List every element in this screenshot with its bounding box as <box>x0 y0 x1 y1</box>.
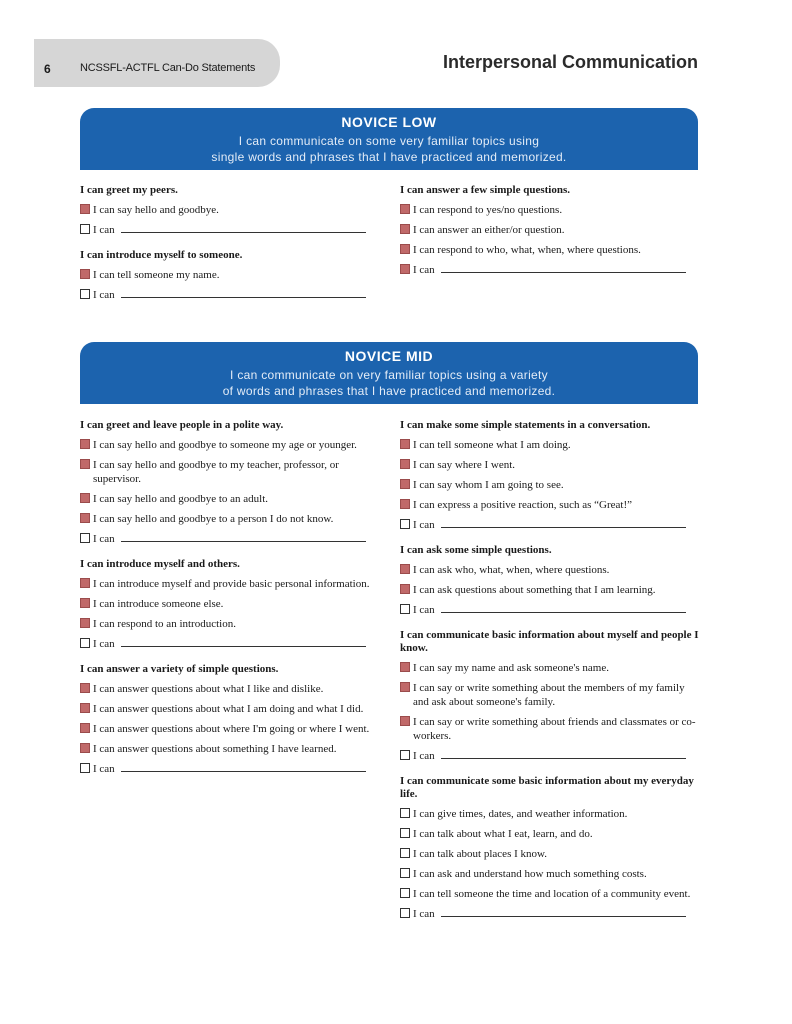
checklist-item <box>80 682 375 696</box>
checkbox[interactable] <box>400 662 410 672</box>
novice-mid-right-column <box>400 419 700 933</box>
checklist-group <box>80 184 375 237</box>
page-number: 6 <box>44 62 51 76</box>
checklist-item <box>400 223 700 237</box>
item-text: I can say hello and goodbye to someone my age or younger. <box>93 439 357 451</box>
checklist-item <box>400 203 700 217</box>
item-text: I can introduce myself and provide basic personal information. <box>93 578 370 590</box>
write-in-line[interactable] <box>121 223 366 233</box>
checklist-item <box>400 458 700 472</box>
item-text: I can answer questions about something I have learned. <box>93 743 337 755</box>
novice-low-left-column <box>80 184 375 314</box>
checklist-item <box>80 223 375 237</box>
checklist-item <box>400 867 700 881</box>
checklist-item <box>400 498 700 512</box>
item-text: I can tell someone the time and location of a community event. <box>413 888 691 900</box>
checklist-item <box>400 827 700 841</box>
novice-low-right-column <box>400 184 700 289</box>
checklist-item <box>80 742 375 756</box>
checkbox[interactable] <box>80 703 90 713</box>
group-heading: I can greet and leave people in a polite way. <box>80 419 284 431</box>
checklist-item <box>80 458 375 486</box>
novice-low-banner <box>80 108 698 170</box>
checkbox[interactable] <box>400 479 410 489</box>
write-in-line[interactable] <box>121 288 366 298</box>
checkbox[interactable] <box>80 513 90 523</box>
checkbox[interactable] <box>400 459 410 469</box>
item-text: I can <box>413 908 435 920</box>
item-text: I can <box>93 638 115 650</box>
checklist-item <box>80 577 375 591</box>
checklist-item <box>400 518 700 532</box>
checkbox[interactable] <box>80 683 90 693</box>
novice-low-title: NOVICE LOW <box>341 114 437 130</box>
item-text: I can ask questions about something that I am learning. <box>413 584 656 596</box>
group-heading: I can ask some simple questions. <box>400 544 552 556</box>
checklist-item <box>400 887 700 901</box>
group-heading: I can answer a variety of simple questions. <box>80 663 279 675</box>
checklist-item <box>400 807 700 821</box>
checkbox[interactable] <box>80 763 90 773</box>
item-text: I can talk about what I eat, learn, and do. <box>413 828 593 840</box>
checklist-item <box>400 263 700 277</box>
checklist-item <box>80 268 375 282</box>
item-text: I can say hello and goodbye to a person I do not know. <box>93 513 334 525</box>
novice-mid-banner <box>80 342 698 404</box>
checkbox[interactable] <box>80 289 90 299</box>
checklist-item <box>80 512 375 526</box>
checkbox[interactable] <box>80 459 90 469</box>
checkbox[interactable] <box>400 264 410 274</box>
item-text: I can ask and understand how much something costs. <box>413 868 647 880</box>
checkbox[interactable] <box>80 269 90 279</box>
checklist-item <box>80 438 375 452</box>
write-in-line[interactable] <box>121 762 366 772</box>
page-title: Interpersonal Communication <box>442 52 698 72</box>
write-in-line[interactable] <box>441 907 686 917</box>
item-text: I can <box>413 264 435 276</box>
item-text: I can <box>93 763 115 775</box>
item-text: I can <box>413 604 435 616</box>
item-text: I can <box>93 224 115 236</box>
write-in-line[interactable] <box>121 532 366 542</box>
item-text: I can say my name and ask someone's name. <box>413 662 609 674</box>
write-in-line[interactable] <box>121 637 366 647</box>
item-text: I can tell someone my name. <box>93 269 220 281</box>
checkbox[interactable] <box>80 204 90 214</box>
item-text: I can say where I went. <box>413 459 516 471</box>
checklist-item <box>80 762 375 776</box>
group-heading: I can greet my peers. <box>80 184 178 196</box>
checkbox[interactable] <box>80 743 90 753</box>
item-text: I can say hello and goodbye. <box>93 204 219 216</box>
item-text: I can respond to an introduction. <box>93 618 236 630</box>
write-in-line[interactable] <box>441 603 686 613</box>
checkbox[interactable] <box>400 848 410 858</box>
checkbox[interactable] <box>400 868 410 878</box>
checkbox[interactable] <box>80 723 90 733</box>
item-text: I can answer questions about what I am doing and what I did. <box>93 703 364 715</box>
checkbox[interactable] <box>400 564 410 574</box>
running-title: NCSSFL-ACTFL Can-Do Statements <box>80 62 256 74</box>
item-text: I can answer questions about what I like and dislike. <box>93 683 324 695</box>
checklist-item <box>80 722 375 736</box>
write-in-line[interactable] <box>441 518 686 528</box>
checkbox[interactable] <box>80 533 90 543</box>
checklist-group <box>80 558 375 651</box>
item-text: I can respond to yes/no questions. <box>413 204 563 216</box>
write-in-line[interactable] <box>441 749 686 759</box>
checklist-item <box>400 478 700 492</box>
checklist-group <box>400 544 700 617</box>
checkbox[interactable] <box>400 888 410 898</box>
novice-mid-subtitle-1: I can communicate on very familiar topics using a variety <box>230 368 548 382</box>
checkbox[interactable] <box>400 716 410 726</box>
checkbox[interactable] <box>400 908 410 918</box>
checkbox[interactable] <box>400 682 410 692</box>
checklist-group <box>400 775 700 921</box>
checklist-group <box>400 629 700 763</box>
item-text: I can <box>413 750 435 762</box>
checkbox[interactable] <box>400 828 410 838</box>
checklist-item <box>400 749 700 763</box>
checkbox[interactable] <box>400 499 410 509</box>
item-text: I can say whom I am going to see. <box>413 479 564 491</box>
checkbox[interactable] <box>80 638 90 648</box>
checkbox[interactable] <box>80 224 90 234</box>
novice-mid-title: NOVICE MID <box>344 348 434 364</box>
group-heading: I can communicate basic information about myself and people I know. <box>400 629 699 654</box>
group-heading: I can make some simple statements in a conversation. <box>400 419 651 431</box>
checklist-item <box>400 243 700 257</box>
item-text: I can introduce someone else. <box>93 598 224 610</box>
item-text: I can say or write something about the members of my family and ask about someone's family. <box>413 682 685 708</box>
checkbox[interactable] <box>400 244 410 254</box>
checklist-group <box>80 249 375 302</box>
checkbox[interactable] <box>400 750 410 760</box>
item-text: I can say hello and goodbye to an adult. <box>93 493 269 505</box>
novice-low-subtitle-2: single words and phrases that I have practiced and memorized. <box>211 150 567 164</box>
checkbox[interactable] <box>400 204 410 214</box>
group-heading: I can introduce myself to someone. <box>80 249 243 261</box>
checkbox[interactable] <box>400 584 410 594</box>
group-heading: I can communicate some basic information about my everyday life. <box>400 775 694 800</box>
item-text: I can talk about places I know. <box>413 848 547 860</box>
item-text: I can say or write something about friends and classmates or co-workers. <box>413 716 696 742</box>
checklist-item <box>400 661 700 675</box>
novice-mid-left-column <box>80 419 375 788</box>
group-heading: I can introduce myself and others. <box>80 558 240 570</box>
checklist-item <box>400 681 700 709</box>
checkbox[interactable] <box>400 439 410 449</box>
item-text: I can respond to who, what, when, where questions. <box>413 244 641 256</box>
checklist-item <box>400 603 700 617</box>
write-in-line[interactable] <box>441 263 686 273</box>
checkbox[interactable] <box>400 519 410 529</box>
checklist-item <box>80 617 375 631</box>
checkbox[interactable] <box>400 224 410 234</box>
novice-mid-subtitle-2: of words and phrases that I have practiced and memorized. <box>222 384 556 398</box>
checkbox[interactable] <box>400 808 410 818</box>
group-heading: I can answer a few simple questions. <box>400 184 571 196</box>
item-text: I can answer an either/or question. <box>413 224 565 236</box>
checklist-item <box>400 847 700 861</box>
checklist-item <box>80 532 375 546</box>
checkbox[interactable] <box>400 604 410 614</box>
item-text: I can <box>93 289 115 301</box>
item-text: I can say hello and goodbye to my teacher, professor, or supervisor. <box>93 459 339 485</box>
checklist-group <box>80 419 375 546</box>
checkbox[interactable] <box>80 439 90 449</box>
checklist-item <box>80 288 375 302</box>
checklist-item <box>400 583 700 597</box>
checklist-item <box>80 702 375 716</box>
checklist-item <box>400 907 700 921</box>
checklist-item <box>80 637 375 651</box>
item-text: I can <box>93 533 115 545</box>
checklist-item <box>400 715 700 743</box>
novice-low-subtitle-1: I can communicate on some very familiar topics using <box>238 134 540 148</box>
item-text: I can tell someone what I am doing. <box>413 439 571 451</box>
item-text: I can answer questions about where I'm going or where I went. <box>93 723 370 735</box>
checklist-group <box>80 663 375 776</box>
checklist-item <box>80 597 375 611</box>
item-text: I can give times, dates, and weather information. <box>413 808 628 820</box>
item-text: I can ask who, what, when, where questions. <box>413 564 610 576</box>
checklist-group <box>400 184 700 277</box>
checklist-item <box>400 563 700 577</box>
checkbox[interactable] <box>80 493 90 503</box>
checkbox[interactable] <box>80 618 90 628</box>
checkbox[interactable] <box>80 578 90 588</box>
checkbox[interactable] <box>80 598 90 608</box>
checklist-item <box>400 438 700 452</box>
item-text: I can <box>413 519 435 531</box>
checklist-item <box>80 203 375 217</box>
checklist-item <box>80 492 375 506</box>
checklist-group <box>400 419 700 532</box>
item-text: I can express a positive reaction, such as “Great!” <box>413 499 632 511</box>
